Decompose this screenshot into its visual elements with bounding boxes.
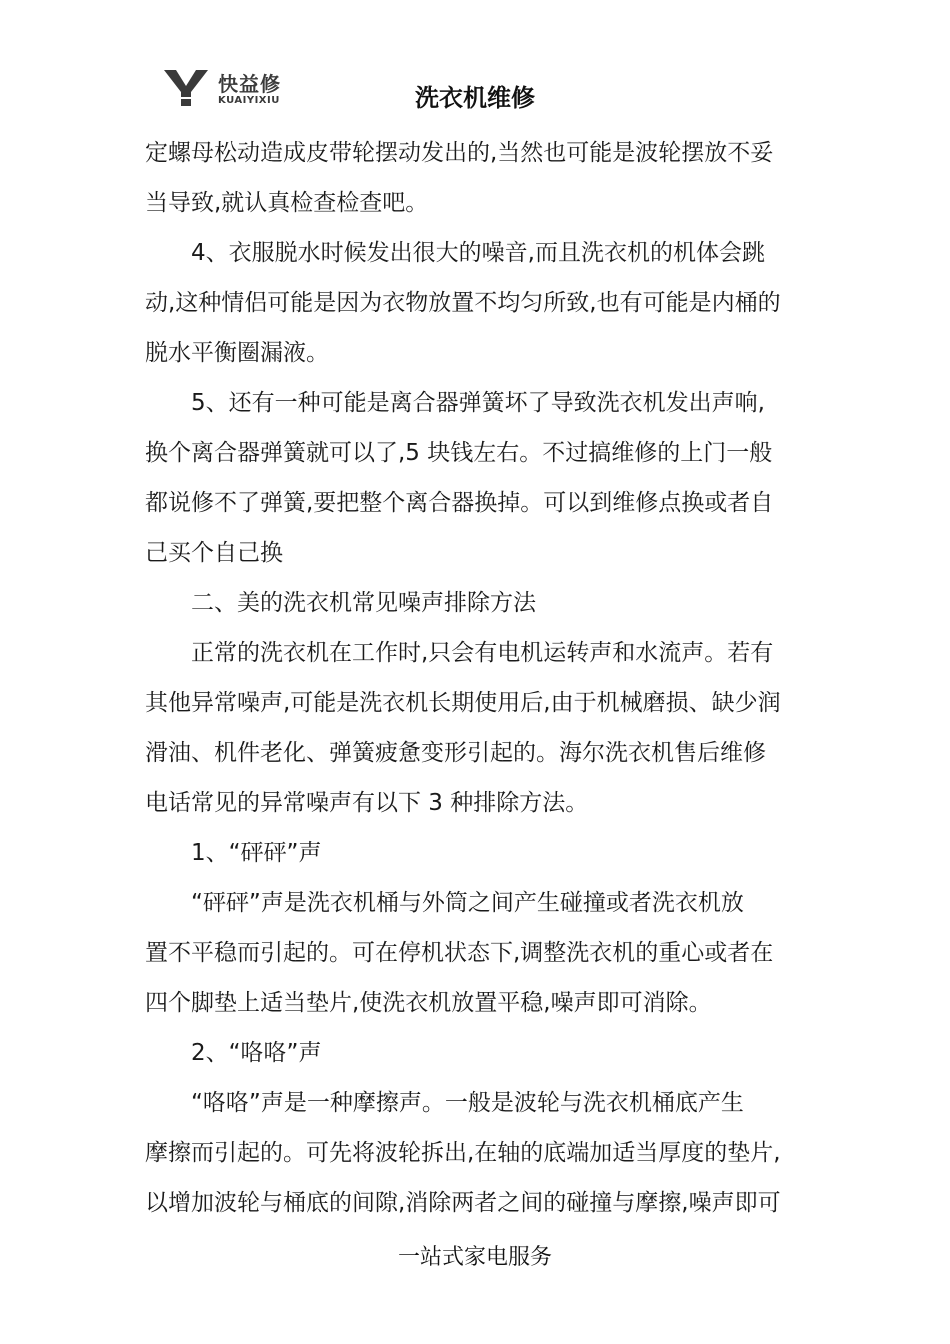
text-line: 其他异常噪声,可能是洗衣机长期使用后,由于机械磨损、缺少润 <box>145 690 781 716</box>
text-line: “砰砰”声是洗衣机桶与外筒之间产生碰撞或者洗衣机放 <box>145 890 744 916</box>
text-line: 己买个自己换 <box>145 540 283 566</box>
text-line: 5、还有一种可能是离合器弹簧坏了导致洗衣机发出声响, <box>145 390 765 416</box>
text-line: 都说修不了弹簧,要把整个离合器换掉。可以到维修点换或者自 <box>145 490 774 516</box>
subsection-heading: 2、“咯咯”声 <box>145 1040 322 1066</box>
text-line: 置不平稳而引起的。可在停机状态下,调整洗衣机的重心或者在 <box>145 940 774 966</box>
logo-chinese-name: 快益修 <box>218 72 281 96</box>
page-footer: 一站式家电服务 <box>397 1245 552 1270</box>
text-line: 动,这种情侣可能是因为衣物放置不均匀所致,也有可能是内桶的 <box>145 290 781 316</box>
text-line: 以增加波轮与桶底的间隙,消除两者之间的碰撞与摩擦,噪声即可 <box>145 1190 781 1216</box>
text-line: 4、衣服脱水时候发出很大的噪音,而且洗衣机的机体会跳 <box>145 240 765 266</box>
text-line: 四个脚垫上适当垫片,使洗衣机放置平稳,噪声即可消除。 <box>145 990 712 1016</box>
section-heading: 二、美的洗衣机常见噪声排除方法 <box>145 590 536 616</box>
subsection-heading: 1、“砰砰”声 <box>145 840 322 866</box>
document-body <box>145 128 810 1228</box>
text-line: 换个离合器弹簧就可以了,5 块钱左右。不过搞维修的上门一般 <box>145 440 773 466</box>
text-line: “咯咯”声是一种摩擦声。一般是波轮与洗衣机桶底产生 <box>145 1090 744 1116</box>
text-line: 滑油、机件老化、弹簧疲惫变形引起的。海尔洗衣机售后维修 <box>145 740 766 766</box>
text-line: 正常的洗衣机在工作时,只会有电机运转声和水流声。若有 <box>145 640 774 666</box>
text-line: 定螺母松动造成皮带轮摆动发出的,当然也可能是波轮摆放不妥 <box>145 140 774 166</box>
text-line: 摩擦而引起的。可先将波轮拆出,在轴的底端加适当厚度的垫片, <box>145 1140 781 1166</box>
page-title: 洗衣机维修 <box>415 84 535 112</box>
logo-english-name: KUAIYIXIU <box>218 95 280 106</box>
text-line: 脱水平衡圈漏液。 <box>145 340 329 366</box>
text-line: 当导致,就认真检查检查吧。 <box>145 190 429 216</box>
text-line: 电话常见的异常噪声有以下 3 种排除方法。 <box>145 790 589 816</box>
